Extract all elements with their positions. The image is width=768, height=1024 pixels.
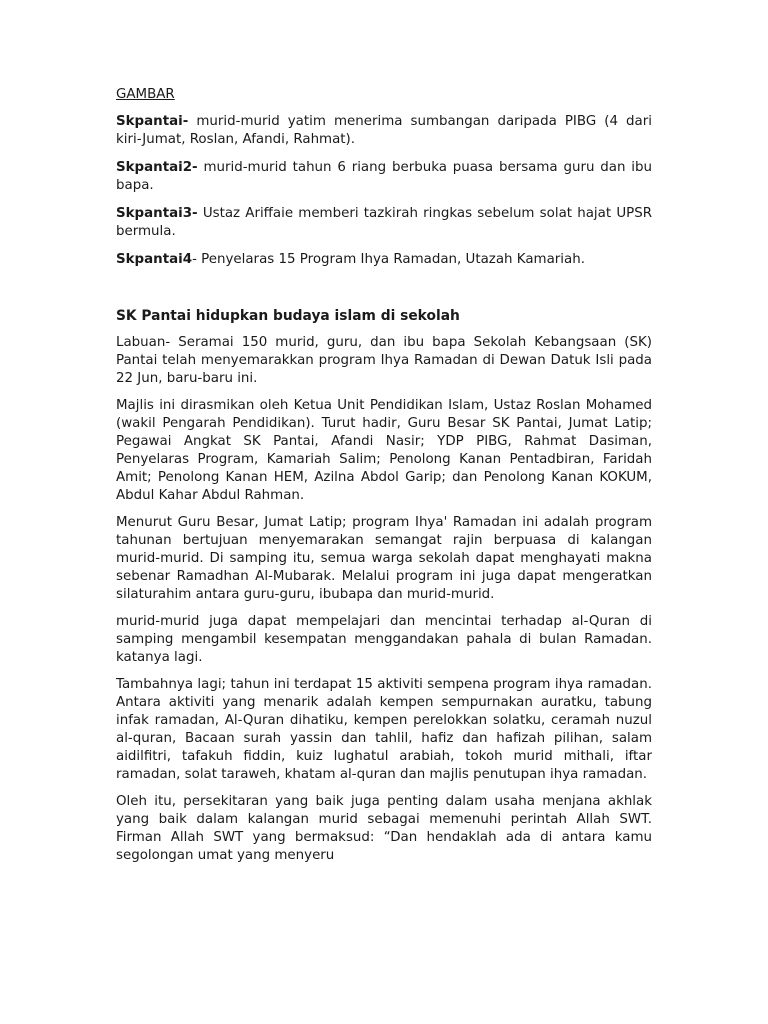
caption-text: murid-murid tahun 6 riang berbuka puasa bersama guru dan ibu bapa.	[116, 160, 652, 193]
caption-text: - Penyelaras 15 Program Ihya Ramadan, Utazah Kamariah.	[192, 252, 585, 267]
article-title: SK Pantai hidupkan budaya islam di sekolah	[116, 308, 460, 324]
caption-text: murid-murid yatim menerima sumbangan daripada PIBG (4 dari kiri-Jumat, Roslan, Afandi, Rahmat).	[116, 114, 652, 147]
article-paragraph: Labuan- Seramai 150 murid, guru, dan ibu bapa Sekolah Kebangsaan (SK) Pantai telah menyemarakkan program Ihya Ramadan di Dewan Datuk Isli pada 22 Jun, baru-baru ini.	[116, 335, 652, 386]
article-paragraph: Menurut Guru Besar, Jumat Latip; program Ihya' Ramadan ini adalah program tahunan bertujuan menyemarakan semangat rajin berpuasa di kalangan murid-murid. Di samping itu, semua warga sekolah dapat menghayati makna sebenar Ramadhan Al-Mubarak. Melalui program ini juga dapat mengeratkan silaturahim antara guru-guru, ibubapa dan murid-murid.	[116, 515, 652, 602]
article-paragraph: Tambahnya lagi; tahun ini terdapat 15 aktiviti sempena program ihya ramadan. Antara aktiviti yang menarik adalah kempen sempurnakan auratku, tabung infak ramadan, Al-Quran dihatiku, kempen perelokkan solatku, ceramah nuzul al-quran, Bacaan surah yassin dan tahlil, hafiz dan hafizah pilihan, salam aidilfitri, tafakuh fiddin, kuiz lughatul arabiah, tokoh murid mithali, iftar ramadan, solat taraweh, khatam al-quran dan majlis penutupan ihya ramadan.	[116, 677, 652, 782]
article-paragraph: Oleh itu, persekitaran yang baik juga penting dalam usaha menjana akhlak yang baik dalam kalangan murid sebagai memenuhi perintah Allah SWT. Firman Allah SWT yang bermaksud: “Dan hendaklah ada di antara kamu segolongan umat yang menyeru	[116, 794, 652, 863]
caption-tag: Skpantai-	[116, 114, 189, 129]
photo-caption	[116, 159, 652, 195]
photo-caption	[116, 113, 652, 149]
section-heading: GAMBAR	[116, 87, 175, 102]
photo-caption	[116, 251, 652, 269]
photo-caption	[116, 205, 652, 241]
caption-tag: Skpantai4	[116, 252, 193, 267]
caption-tag: Skpantai3-	[116, 206, 198, 221]
caption-text: Ustaz Ariffaie memberi tazkirah ringkas sebelum solat hajat UPSR bermula.	[116, 206, 652, 239]
document-page	[116, 86, 652, 874]
article-paragraph: Majlis ini dirasmikan oleh Ketua Unit Pendidikan Islam, Ustaz Roslan Mohamed (wakil Pengarah Pendidikan). Turut hadir, Guru Besar SK Pantai, Jumat Latip; Pegawai Angkat SK Pantai, Afandi Nasir; YDP PIBG, Rahmat Dasiman, Penyelaras Program, Kamariah Salim; Penolong Kanan Pentadbiran, Faridah Amit; Penolong Kanan HEM, Azilna Abdol Garip; dan Penolong Kanan KOKUM, Abdul Kahar Abdul Rahman.	[116, 398, 652, 503]
article-paragraph: murid-murid juga dapat mempelajari dan mencintai terhadap al-Quran di samping mengambil kesempatan menggandakan pahala di bulan Ramadan. katanya lagi.	[116, 614, 652, 665]
caption-tag: Skpantai2-	[116, 160, 198, 175]
